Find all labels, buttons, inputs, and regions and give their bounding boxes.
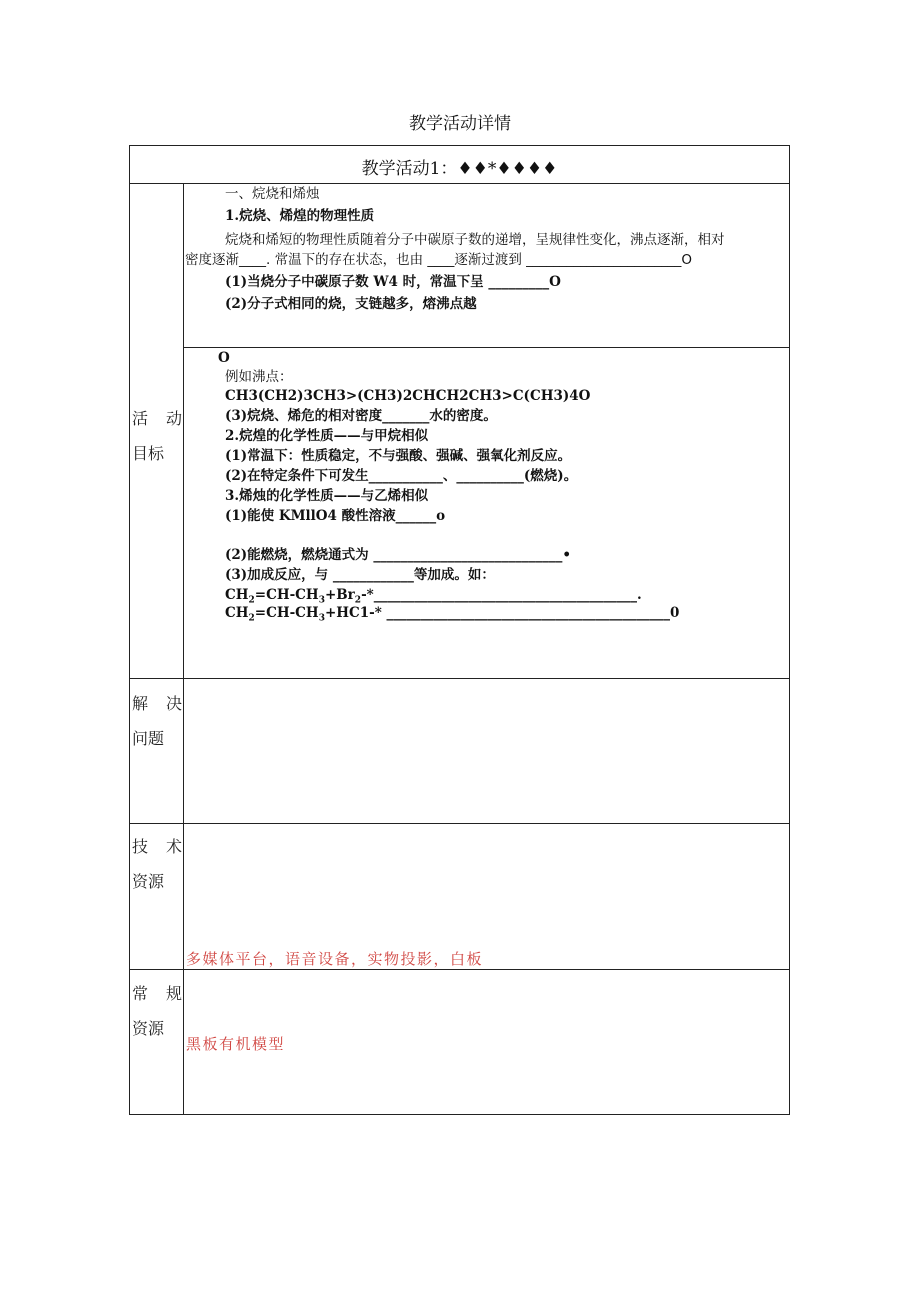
- row-divider: [130, 678, 789, 679]
- table-header: 教学活动1：♦♦*♦♦♦♦: [361, 159, 558, 179]
- row-label-activity: 活 动 目标: [132, 409, 182, 463]
- activity-table: [129, 145, 790, 1115]
- item-line: 例如沸点：: [225, 369, 293, 385]
- section-heading: 一、烷烧和烯烛: [225, 186, 320, 202]
- formula-line: CH3(CH2)3CH3>(CH3)2CHCH2CH3>C(CH3)4O: [225, 388, 591, 404]
- item-line: (1)当烧分子中碳原子数 W4 时，常温下呈 _________O: [225, 274, 561, 290]
- column-divider: [183, 183, 184, 1114]
- equation-line: $CH_2=CH-CH_3+Br_2-*\_\_\_\_\_\_\_\_\_\_\_\_\_\_\_\_\_\_\_\_\_\_\_\_\_\_\_\_\_\_\_\_\_\_\_\_\_\_\_$.: [225, 587, 642, 606]
- row-label-tech: 技 术 资源: [132, 837, 182, 891]
- page-title: 教学活动详情: [409, 114, 511, 134]
- item-line: O: [218, 350, 230, 366]
- row-divider: [184, 347, 789, 348]
- equation-line: $CH_2=CH-CH_3+HC1-*$ __________________________________________0: [225, 605, 680, 624]
- regular-resources-text: 黑板有机模型: [186, 1035, 286, 1053]
- item-line: (1)常温下：性质稳定，不与强酸、强碱、强氧化剂反应。: [225, 448, 572, 464]
- item-line: (1)能使 KMllO4 酸性溶液______o: [225, 508, 446, 524]
- subsection-heading: 2.烷煌的化学性质——与甲烷相似: [225, 428, 429, 444]
- paragraph-line: 烷烧和烯短的物理性质随着分子中碳原子数的递增，呈规律性变化，沸点逐渐，相对: [225, 232, 725, 248]
- item-line: (3)加成反应，与 ____________等加成。如：: [225, 567, 495, 583]
- item-line: (3)烷烧、烯危的相对密度_______水的密度。: [225, 408, 497, 424]
- paragraph-line: 密度逐渐____. 常温下的存在状态，也由 ____逐渐过渡到 _______________________O: [185, 252, 693, 268]
- item-line: (2)分子式相同的烧，支链越多，熔沸点越: [225, 296, 477, 312]
- item-line: (2)在特定条件下可发生___________、__________(燃烧)。: [225, 468, 578, 484]
- tech-resources-text: 多媒体平台，语音设备，实物投影，白板: [186, 950, 484, 968]
- subsection-heading: 1.烷烧、烯煌的物理性质: [225, 208, 375, 224]
- subsection-heading: 3.烯烛的化学性质——与乙烯相似: [225, 488, 429, 504]
- row-divider: [130, 969, 789, 970]
- row-label-solve: 解 决 问题: [132, 694, 182, 748]
- item-line: (2)能燃烧，燃烧通式为 ____________________________•: [225, 547, 571, 563]
- row-label-regular: 常 规 资源: [132, 984, 182, 1038]
- row-divider: [130, 823, 789, 824]
